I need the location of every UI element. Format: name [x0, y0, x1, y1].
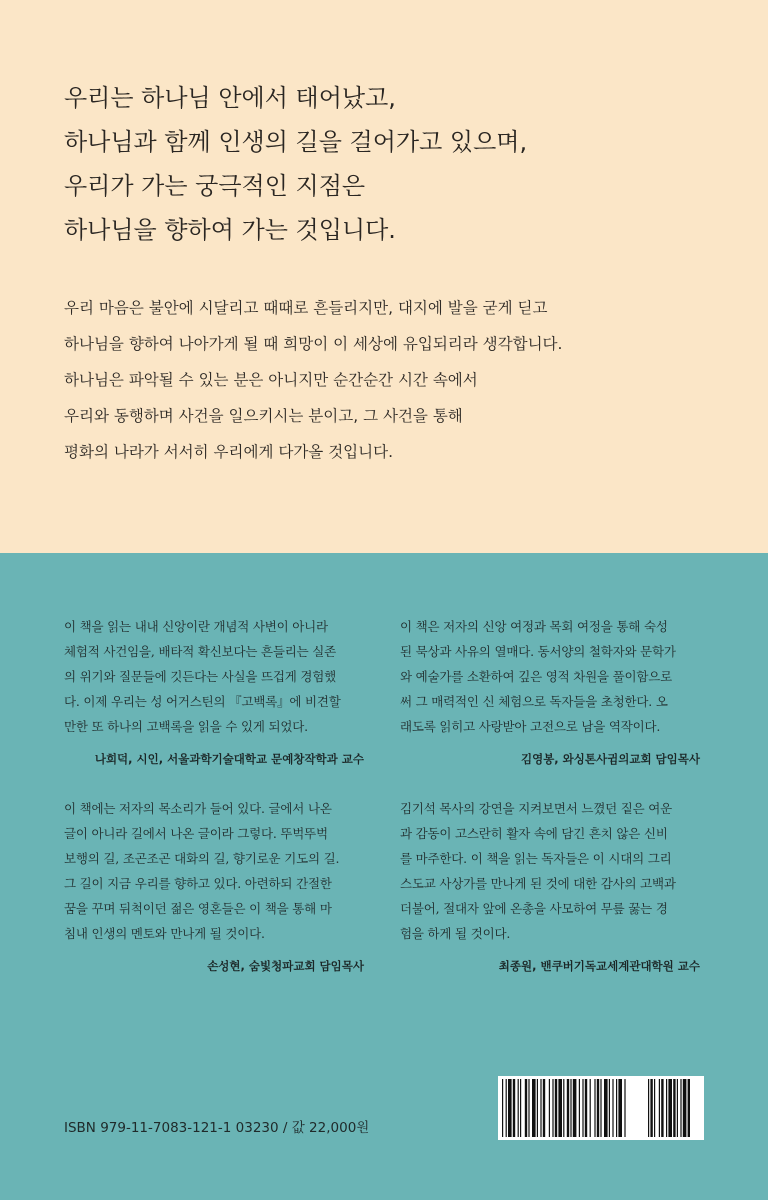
isbn-price: ISBN 979-11-7083-121-1 03230 / 값 22,000원	[64, 1120, 370, 1136]
paragraph-line: 우리와 동행하며 사건을 일으키시는 분이고, 그 사건을 통해	[64, 407, 463, 425]
endorsement-3	[64, 796, 364, 979]
endorsement-line: 스도교 사상가를 만나게 된 것에 대한 감사의 고백과	[400, 876, 676, 891]
quote-line: 우리는 하나님 안에서 태어났고,	[64, 84, 396, 112]
paragraph-line: 우리 마음은 불안에 시달리고 때때로 흔들리지만, 대지에 발을 굳게 딛고	[64, 299, 548, 317]
pull-quote	[64, 76, 724, 252]
endorsement-line: 글이 아니라 길에서 나온 글이라 그렇다. 뚜벅뚜벅	[64, 826, 328, 841]
endorsement-line: 그 길이 지금 우리를 향하고 있다. 아련하되 간절한	[64, 876, 332, 891]
endorsement-line: 침내 인생의 멘토와 만나게 될 것이다.	[64, 926, 265, 941]
paragraph-line: 하나님은 파악될 수 있는 분은 아니지만 순간순간 시간 속에서	[64, 371, 478, 389]
endorsement-line: 과 감동이 고스란히 활자 속에 담긴 흔치 않은 신비	[400, 826, 668, 841]
paragraph-line: 하나님을 향하여 나아가게 될 때 희망이 이 세상에 유입되리라 생각합니다.	[64, 335, 563, 353]
endorsement-line: 이 책에는 저자의 목소리가 들어 있다. 글에서 나온	[64, 801, 332, 816]
endorsement-attribution: 최종원, 밴쿠버기독교세계관대학원 교수	[498, 959, 700, 973]
endorsement-line: 래도록 읽히고 사랑받아 고전으로 남을 역작이다.	[400, 719, 661, 734]
endorsement-line: 다. 이제 우리는 성 어거스틴의 『고백록』에 비견할	[64, 694, 341, 709]
endorsement-line: 를 마주한다. 이 책을 읽는 독자들은 이 시대의 그리	[400, 851, 672, 866]
endorsement-line: 체험적 사건임을, 배타적 확신보다는 흔들리는 실존	[64, 644, 337, 659]
endorsement-1	[64, 614, 364, 772]
quote-line: 우리가 가는 궁극적인 지점은	[64, 172, 366, 200]
endorsement-attribution: 김영봉, 와싱톤사귐의교회 담임목사	[520, 752, 700, 766]
endorsement-line: 와 예술가를 소환하여 깊은 영적 차원을 풀이함으로	[400, 669, 673, 684]
endorsement-line: 꿈을 꾸며 뒤척이던 젊은 영혼들은 이 책을 통해 마	[64, 901, 332, 916]
endorsement-line: 김기석 목사의 강연을 지켜보면서 느꼈던 짙은 여운	[400, 801, 673, 816]
endorsement-line: 보행의 길, 조곤조곤 대화의 길, 향기로운 기도의 길.	[64, 851, 340, 866]
endorsement-line: 더불어, 절대자 앞에 온총을 사모하여 무릎 꿇는 경	[400, 901, 668, 916]
endorsement-line: 험을 하게 될 것이다.	[400, 926, 511, 941]
endorsement-line: 이 책은 저자의 신앙 여정과 목회 여정을 통해 숙성	[400, 619, 668, 634]
quote-line: 하나님을 향하여 가는 것입니다.	[64, 216, 396, 244]
endorsement-2	[400, 614, 700, 772]
barcode-image	[498, 1076, 704, 1140]
intro-paragraph	[64, 290, 744, 470]
endorsement-line: 만한 또 하나의 고백록을 읽을 수 있게 되었다.	[64, 719, 308, 734]
paragraph-line: 평화의 나라가 서서히 우리에게 다가올 것입니다.	[64, 443, 394, 461]
endorsement-attribution: 나희덕, 시인, 서울과학기술대학교 문예창작학과 교수	[94, 752, 364, 766]
endorsement-line: 의 위기와 질문들에 깃든다는 사실을 뜨겁게 경험했	[64, 669, 337, 684]
endorsement-line: 이 책을 읽는 내내 신앙이란 개념적 사변이 아니라	[64, 619, 328, 634]
endorsement-line: 된 묵상과 사유의 열매다. 동서양의 철학자와 문학가	[400, 644, 676, 659]
endorsement-line: 써 그 매력적인 신 체험으로 독자들을 초청한다. 오	[400, 694, 668, 709]
endorsement-4	[400, 796, 700, 979]
endorsement-attribution: 손성현, 숨빛청파교회 담임목사	[207, 959, 364, 973]
quote-line: 하나님과 함께 인생의 길을 걸어가고 있으며,	[64, 128, 528, 156]
